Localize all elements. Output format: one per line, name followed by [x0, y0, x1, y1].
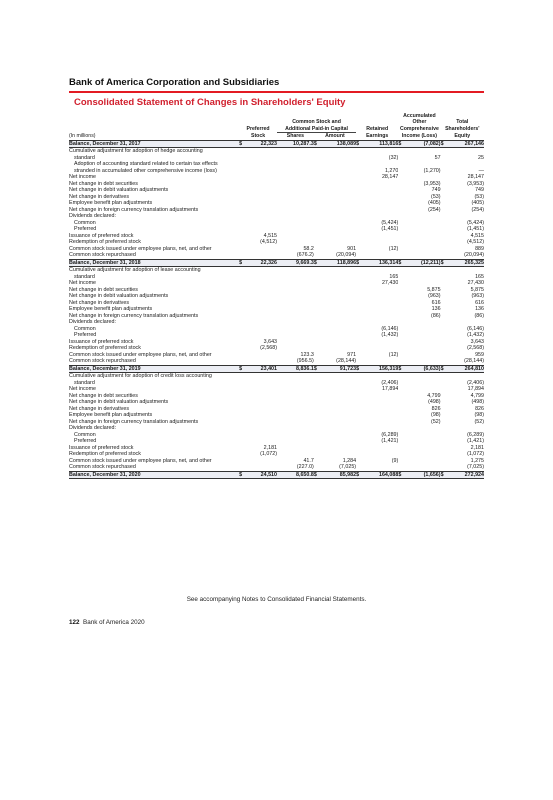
retained-earnings-value: [361, 464, 398, 471]
aoci-value: 4,799: [427, 392, 441, 399]
total-equity-value: (53): [474, 193, 484, 200]
aoci-value: [404, 358, 441, 365]
page-footer-label: Bank of America 2020: [83, 619, 145, 626]
statement-title: Consolidated Statement of Changes in Shareholders' Equity: [74, 97, 346, 108]
shares-value: (956.5): [277, 358, 314, 365]
row-label: Dividends declared:: [69, 213, 116, 220]
retained-earnings-value: [361, 358, 398, 365]
total-header-1: Total: [456, 119, 469, 126]
statement-rows: [69, 140, 484, 479]
retained-earnings-value: 165: [389, 273, 399, 280]
shares-value: [277, 373, 314, 380]
total-equity-value: 5,875: [470, 286, 484, 293]
total-equity-value: (3,953): [467, 180, 484, 187]
total-equity-value: 889: [475, 245, 484, 252]
preferred-stock-value: 23,401: [245, 365, 278, 373]
retained-earnings-value: (12): [388, 351, 399, 358]
row-label: Cumulative adjustment for adoption of credit loss accounting: [69, 373, 212, 380]
retained-earnings-value: (6,289): [381, 431, 399, 438]
total-equity-value: (2,406): [467, 379, 484, 386]
table-row: [69, 140, 484, 148]
table-row: [69, 252, 484, 259]
table-row: [69, 358, 484, 365]
retained-earnings-value: [361, 252, 398, 259]
aoci-header-4: Income (Loss): [398, 132, 440, 140]
company-name: Bank of America Corporation and Subsidiaries: [69, 77, 280, 88]
retained-earnings-value: 164,088: [361, 471, 398, 479]
row-label: standard: [74, 273, 95, 280]
total-equity-value: (98): [474, 412, 484, 419]
aoci-value: (7,082): [404, 140, 441, 148]
row-label: Net change in derivatives: [69, 405, 130, 412]
row-label: Net change in derivatives: [69, 193, 130, 200]
currency-symbol: $: [314, 140, 319, 148]
aoci-value: [404, 148, 441, 155]
common-group-header-1: Common Stock and: [292, 119, 341, 126]
table-row: [69, 373, 484, 380]
row-label: Redemption of preferred stock: [69, 345, 141, 352]
shares-value: 8,836.1: [277, 365, 314, 373]
row-label: Employee benefit plan adjustments: [69, 306, 153, 313]
retained-earnings-value: 156,319: [361, 365, 398, 373]
shares-value: 9,669.3: [277, 259, 314, 267]
common-amount-value: (7,025): [319, 464, 356, 471]
row-label: Issuance of preferred stock: [69, 444, 134, 451]
aoci-value: (405): [428, 200, 441, 207]
preferred-stock-value: [245, 148, 278, 155]
currency-symbol: $: [441, 365, 446, 373]
total-equity-value: 267,146: [446, 140, 484, 148]
common-amount-value: 1,284: [342, 457, 357, 464]
common-amount-value: 91,723: [319, 365, 356, 373]
common-amount-value: 971: [347, 351, 357, 358]
preferred-stock-value: [245, 358, 278, 365]
aoci-value: (254): [428, 206, 441, 213]
shares-value: 41.7: [303, 457, 314, 464]
total-equity-value: 1,275: [470, 457, 484, 464]
common-amount-value: [319, 267, 356, 274]
retained-earnings-value: 1,270: [384, 167, 399, 174]
total-equity-value: (1,421): [467, 438, 484, 445]
total-equity-value: (28,144): [446, 358, 484, 365]
total-equity-value: (6,289): [467, 431, 484, 438]
total-equity-value: 272,924: [446, 471, 484, 479]
total-equity-value: (254): [471, 206, 484, 213]
page-number: 122: [69, 619, 80, 626]
preferred-stock-value: [245, 464, 278, 471]
row-label: Employee benefit plan adjustments: [69, 200, 153, 207]
retained-earnings-value: (9): [391, 457, 399, 464]
total-equity-value: (86): [474, 312, 484, 319]
currency-symbol: $: [441, 140, 446, 148]
aoci-value: (963): [428, 293, 441, 300]
row-label: Net change in foreign currency translation adjustments: [69, 206, 199, 213]
retained-earnings-value: 27,430: [381, 280, 399, 287]
aoci-value: (498): [428, 399, 441, 406]
table-row: [69, 365, 484, 373]
row-label: Dividends declared:: [69, 425, 116, 432]
aoci-value: (6,633): [404, 365, 441, 373]
row-label: Net income: [69, 280, 97, 287]
total-header-3: Equity: [441, 132, 484, 140]
shares-value: 10,287.3: [277, 140, 314, 148]
total-equity-value: (405): [471, 200, 484, 207]
aoci-value: 5,875: [427, 286, 441, 293]
retained-earnings-value: (32): [388, 154, 399, 161]
row-label: Preferred: [74, 226, 97, 233]
total-equity-value: (1,432): [467, 332, 484, 339]
total-equity-value: (4,512): [467, 239, 484, 246]
currency-symbol: $: [441, 471, 446, 479]
retained-header-2: Earnings: [356, 132, 398, 140]
row-label: Net change in debt securities: [69, 392, 138, 399]
row-label: Common: [74, 325, 96, 332]
row-label: Net change in debit valuation adjustments: [69, 399, 169, 406]
currency-symbol: $: [239, 140, 244, 148]
retained-earnings-value: (1,451): [381, 226, 399, 233]
preferred-stock-value: 22,323: [245, 140, 278, 148]
aoci-value: [404, 464, 441, 471]
row-label: Balance, December 31, 2020: [69, 471, 239, 479]
common-amount-value: 138,089: [319, 140, 356, 148]
aoci-value: (1,270): [423, 167, 441, 174]
common-amount-value: 118,896: [319, 259, 356, 267]
preferred-stock-value: 3,643: [263, 338, 278, 345]
retained-earnings-value: (1,421): [381, 438, 399, 445]
common-amount-value: (20,094): [319, 252, 356, 259]
total-equity-value: 3,643: [470, 338, 484, 345]
total-equity-value: 165: [475, 273, 484, 280]
common-amount-value: [319, 148, 356, 155]
preferred-stock-value: 4,515: [263, 232, 278, 239]
currency-symbol: $: [239, 259, 244, 267]
retained-earnings-value: 17,894: [381, 386, 399, 393]
row-label: Common stock issued under employee plans, net, and other: [69, 457, 212, 464]
total-equity-value: 136: [475, 306, 484, 313]
row-label: Net change in debit valuation adjustments: [69, 187, 169, 194]
total-equity-value: 264,810: [446, 365, 484, 373]
row-label: Net change in derivatives: [69, 299, 130, 306]
aoci-value: [404, 267, 441, 274]
aoci-value: (53): [431, 193, 441, 200]
retained-earnings-value: (5,424): [381, 219, 399, 226]
retained-earnings-value: [361, 267, 398, 274]
common-amount-value: [319, 373, 356, 380]
retained-earnings-value: 113,816: [361, 140, 398, 148]
row-label: Common: [74, 219, 96, 226]
preferred-stock-value: [245, 267, 278, 274]
row-label: Net income: [69, 386, 97, 393]
row-label: Employee benefit plan adjustments: [69, 412, 153, 419]
row-label: Redemption of preferred stock: [69, 239, 141, 246]
currency-symbol: $: [356, 365, 361, 373]
total-equity-value: (2,568): [467, 345, 484, 352]
common-amount-value: 901: [347, 245, 357, 252]
row-label: Cumulative adjustment for adoption of hedge accounting: [69, 148, 203, 155]
aoci-value: 57: [434, 154, 441, 161]
aoci-value: (98): [431, 412, 441, 419]
shares-header: Shares: [277, 132, 314, 140]
table-row: [69, 259, 484, 267]
retained-earnings-value: (6,146): [381, 325, 399, 332]
common-amount-value: (28,144): [319, 358, 356, 365]
row-label: Issuance of preferred stock: [69, 232, 134, 239]
row-label: stranded in accumulated other comprehensive income (loss): [74, 167, 217, 174]
aoci-value: 136: [431, 306, 441, 313]
retained-earnings-value: (12): [388, 245, 399, 252]
currency-symbol: $: [356, 259, 361, 267]
table-row: [69, 148, 484, 155]
row-label: Common stock issued under employee plans, net, and other: [69, 245, 212, 252]
total-equity-value: 25: [478, 154, 484, 161]
aoci-header-3: Comprehensive: [399, 126, 439, 133]
total-equity-value: 265,325: [446, 259, 484, 267]
aoci-value: (52): [431, 418, 441, 425]
shares-value: 123.3: [300, 351, 314, 358]
preferred-stock-value: (2,568): [260, 345, 278, 352]
row-label: Net change in debt securities: [69, 286, 138, 293]
row-label: Common stock repurchased: [69, 358, 136, 365]
row-label: Dividends declared:: [69, 319, 116, 326]
retained-earnings-value: [361, 373, 398, 380]
row-label: Issuance of preferred stock: [69, 338, 134, 345]
currency-symbol: $: [314, 365, 319, 373]
total-equity-value: (7,025): [446, 464, 484, 471]
aoci-value: [404, 252, 441, 259]
preferred-stock-value: (1,072): [260, 451, 278, 458]
row-label: Common stock issued under employee plans, net, and other: [69, 351, 212, 358]
table-row: [69, 464, 484, 471]
table-row: [69, 267, 484, 274]
preferred-stock-value: [245, 373, 278, 380]
aoci-value: 749: [431, 187, 441, 194]
preferred-header-1: Preferred: [246, 126, 270, 133]
currency-symbol: $: [398, 365, 403, 373]
currency-symbol: $: [356, 140, 361, 148]
row-label: Net change in foreign currency translation adjustments: [69, 312, 199, 319]
total-header-2: Shareholders': [445, 126, 480, 133]
aoci-value: (1,656): [404, 471, 441, 479]
preferred-header-2: Stock: [239, 132, 277, 140]
total-equity-value: [446, 267, 484, 274]
row-label: Balance, December 31, 2017: [69, 140, 239, 148]
shares-value: 8,650.8: [277, 471, 314, 479]
total-equity-value: [446, 148, 484, 155]
total-equity-value: (1,072): [467, 451, 484, 458]
retained-earnings-value: [361, 148, 398, 155]
currency-symbol: $: [398, 259, 403, 267]
retained-earnings-value: (2,406): [381, 379, 399, 386]
currency-symbol: $: [398, 140, 403, 148]
aoci-header-2: Other: [412, 119, 427, 126]
aoci-value: (3,953): [423, 180, 441, 187]
currency-symbol: $: [239, 471, 244, 479]
total-equity-value: —: [478, 167, 484, 174]
total-equity-value: (6,146): [467, 325, 484, 332]
retained-earnings-value: (1,432): [381, 332, 399, 339]
retained-earnings-value: 28,147: [381, 174, 399, 181]
total-equity-value: (5,424): [467, 219, 484, 226]
common-group-header-2: Additional Paid-in Capital: [277, 126, 356, 133]
total-equity-value: 4,799: [470, 392, 484, 399]
preferred-stock-value: 2,181: [263, 444, 278, 451]
total-equity-value: 17,894: [467, 386, 484, 393]
unit-note: (In millions): [69, 132, 239, 140]
total-equity-value: (498): [471, 399, 484, 406]
row-label: Redemption of preferred stock: [69, 451, 141, 458]
row-label: Preferred: [74, 438, 97, 445]
currency-symbol: $: [356, 471, 361, 479]
currency-symbol: $: [239, 365, 244, 373]
preferred-stock-value: 22,326: [245, 259, 278, 267]
row-label: Net change in foreign currency translation adjustments: [69, 418, 199, 425]
aoci-value: (12,211): [404, 259, 441, 267]
header-row-3: [69, 126, 484, 133]
shares-value: (676.2): [277, 252, 314, 259]
total-equity-value: (52): [474, 418, 484, 425]
currency-symbol: $: [398, 471, 403, 479]
aoci-header-1: Accumulated: [403, 113, 436, 119]
currency-symbol: $: [441, 259, 446, 267]
shares-value: [277, 148, 314, 155]
total-equity-value: 616: [475, 299, 484, 306]
row-label: Preferred: [74, 332, 97, 339]
row-label: Common stock repurchased: [69, 464, 136, 471]
row-label: standard: [74, 154, 95, 161]
row-label: Cumulative adjustment for adoption of lease accounting: [69, 267, 201, 274]
row-label: Common: [74, 431, 96, 438]
total-equity-value: [446, 373, 484, 380]
currency-symbol: $: [314, 471, 319, 479]
amount-header: Amount: [314, 132, 356, 140]
aoci-value: 826: [431, 405, 441, 412]
row-label: Net change in debt securities: [69, 180, 138, 187]
retained-header-1: Retained: [366, 126, 389, 133]
preferred-stock-value: 24,510: [245, 471, 278, 479]
total-equity-value: 27,430: [467, 280, 484, 287]
common-amount-value: 85,982: [319, 471, 356, 479]
preferred-stock-value: [245, 252, 278, 259]
total-equity-value: 826: [475, 405, 484, 412]
shares-value: (227.0): [277, 464, 314, 471]
row-label: standard: [74, 379, 95, 386]
header-row-4: [69, 132, 484, 140]
table-row: [69, 471, 484, 479]
row-label: Net change in debit valuation adjustments: [69, 293, 169, 300]
total-equity-value: 4,515: [470, 232, 484, 239]
currency-symbol: $: [314, 259, 319, 267]
row-label: Balance, December 31, 2019: [69, 365, 239, 373]
shares-value: [277, 267, 314, 274]
row-label: Common stock repurchased: [69, 252, 136, 259]
total-equity-value: 2,181: [470, 444, 484, 451]
notes-reference: See accompanying Notes to Consolidated Financial Statements.: [186, 596, 367, 603]
aoci-value: 616: [431, 299, 441, 306]
total-equity-value: 749: [475, 187, 484, 194]
total-equity-value: (20,094): [446, 252, 484, 259]
retained-earnings-value: 136,314: [361, 259, 398, 267]
row-label: Balance, December 31, 2018: [69, 259, 239, 267]
header-rule: [69, 91, 484, 93]
total-equity-value: (963): [471, 293, 484, 300]
total-equity-value: 28,147: [467, 174, 484, 181]
aoci-value: [404, 373, 441, 380]
preferred-stock-value: (4,512): [260, 239, 278, 246]
total-equity-value: (1,451): [467, 226, 484, 233]
shares-value: 58.2: [303, 245, 314, 252]
row-label: Net income: [69, 174, 97, 181]
total-equity-value: 959: [475, 351, 484, 358]
equity-statement-table: [69, 113, 484, 479]
row-label: Adoption of accounting standard related to certain tax effects: [74, 161, 218, 168]
aoci-value: (86): [431, 312, 441, 319]
